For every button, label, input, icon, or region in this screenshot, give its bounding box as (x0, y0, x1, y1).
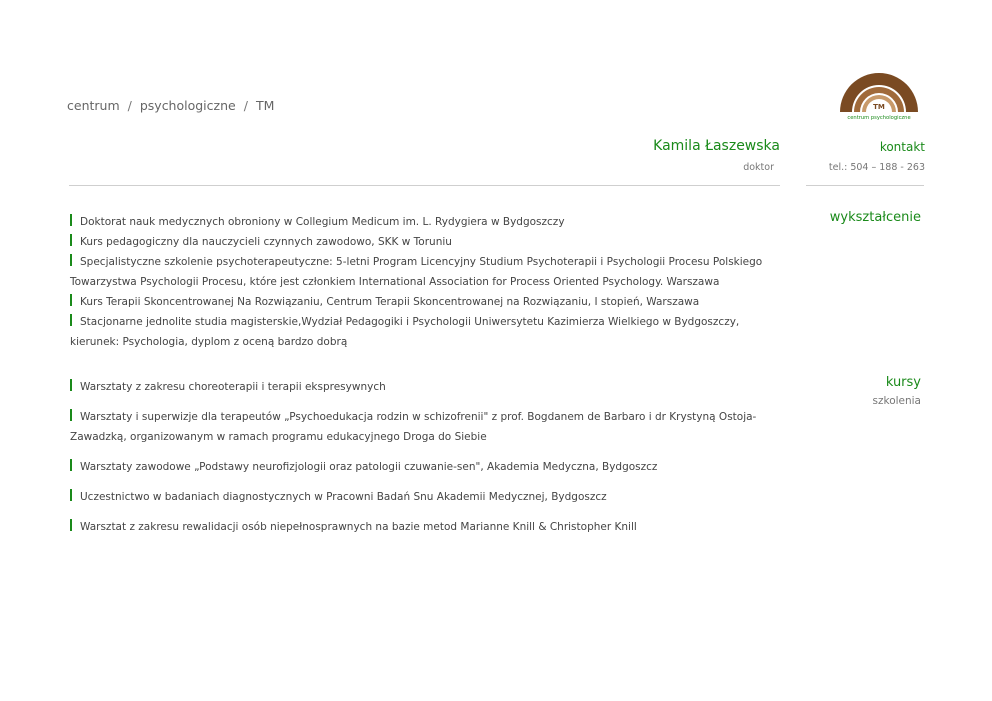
breadcrumb-item-psychologiczne[interactable]: psychologiczne (139, 98, 236, 113)
education-item: Specjalistyczne szkolenie psychoterapeutyczne: 5-letni Program Licencyjny Studium Psychoterapii i Psychologii Procesu Polskiego Towarzystwa Psychologii Procesu, które jest członkiem International Association for Process Oriented Psychology. Warszawa (70, 256, 763, 288)
course-item: Warsztaty zawodowe „Podstawy neurofizjologii oraz patologii czuwanie-sen", Akademia Medyczna, Bydgoszcz (70, 457, 782, 477)
education-list (70, 212, 782, 352)
logo[interactable] (836, 72, 922, 122)
breadcrumb-separator: / (127, 98, 132, 113)
education-heading: wykształcenie (829, 210, 921, 225)
education-item: Kurs pedagogiczny dla nauczycieli czynnych zawodowo, SKK w Toruniu (70, 232, 782, 252)
bullet-bar (70, 234, 72, 246)
person-name: Kamila Łaszewska (653, 138, 780, 154)
divider-side (806, 185, 924, 186)
logo-caption: centrum psychologiczne (847, 115, 911, 121)
breadcrumb-separator: / (243, 98, 248, 113)
breadcrumb-item-centrum[interactable]: centrum (67, 98, 120, 113)
courses-list (70, 377, 782, 547)
contact-link[interactable]: kontakt (879, 140, 925, 154)
bullet-bar (70, 409, 72, 421)
divider-main (69, 185, 780, 186)
course-item: Warsztaty z zakresu choreoterapii i terapii ekspresywnych (70, 377, 782, 397)
bullet-bar (70, 254, 72, 266)
breadcrumb-item-tm[interactable]: TM (255, 98, 275, 113)
bullet-bar (70, 519, 72, 531)
bullet-bar (70, 489, 72, 501)
courses-subheading: szkolenia (872, 395, 921, 407)
logo-mark: TM (873, 103, 885, 111)
education-item: Kurs Terapii Skoncentrowanej Na Rozwiązaniu, Centrum Terapii Skoncentrowanej na Rozwiązaniu, I stopień, Warszawa (70, 292, 782, 312)
bullet-bar (70, 294, 72, 306)
bullet-bar (70, 214, 72, 226)
education-item: Stacjonarne jednolite studia magisterskie,Wydział Pedagogiki i Psychologii Uniwersytetu Kazimierza Wielkiego w Bydgoszczy, kierunek: Psychologia, dyplom z oceną bardzo dobrą (70, 316, 740, 348)
education-item: Doktorat nauk medycznych obroniony w Collegium Medicum im. L. Rydygiera w Bydgoszczy (70, 212, 782, 232)
course-item: Warsztat z zakresu rewalidacji osób niepełnosprawnych na bazie metod Marianne Knill & Christopher Knill (70, 517, 782, 537)
breadcrumb (67, 98, 274, 113)
course-item: Uczestnictwo w badaniach diagnostycznych w Pracowni Badań Snu Akademii Medycznej, Bydgoszcz (70, 487, 782, 507)
courses-heading: kursy (885, 375, 921, 390)
person-title: doktor (743, 162, 774, 173)
bullet-bar (70, 379, 72, 391)
contact-phone: tel.: 504 – 188 - 263 (828, 162, 925, 173)
bullet-bar (70, 459, 72, 471)
bullet-bar (70, 314, 72, 326)
course-item: Warsztaty i superwizje dla terapeutów „Psychoedukacja rodzin w schizofrenii" z prof. Bogdanem de Barbaro i dr Krystyną Ostoja-Zawadzką, organizowanym w ramach programu edukacyjnego Droga do Siebie (70, 411, 757, 443)
